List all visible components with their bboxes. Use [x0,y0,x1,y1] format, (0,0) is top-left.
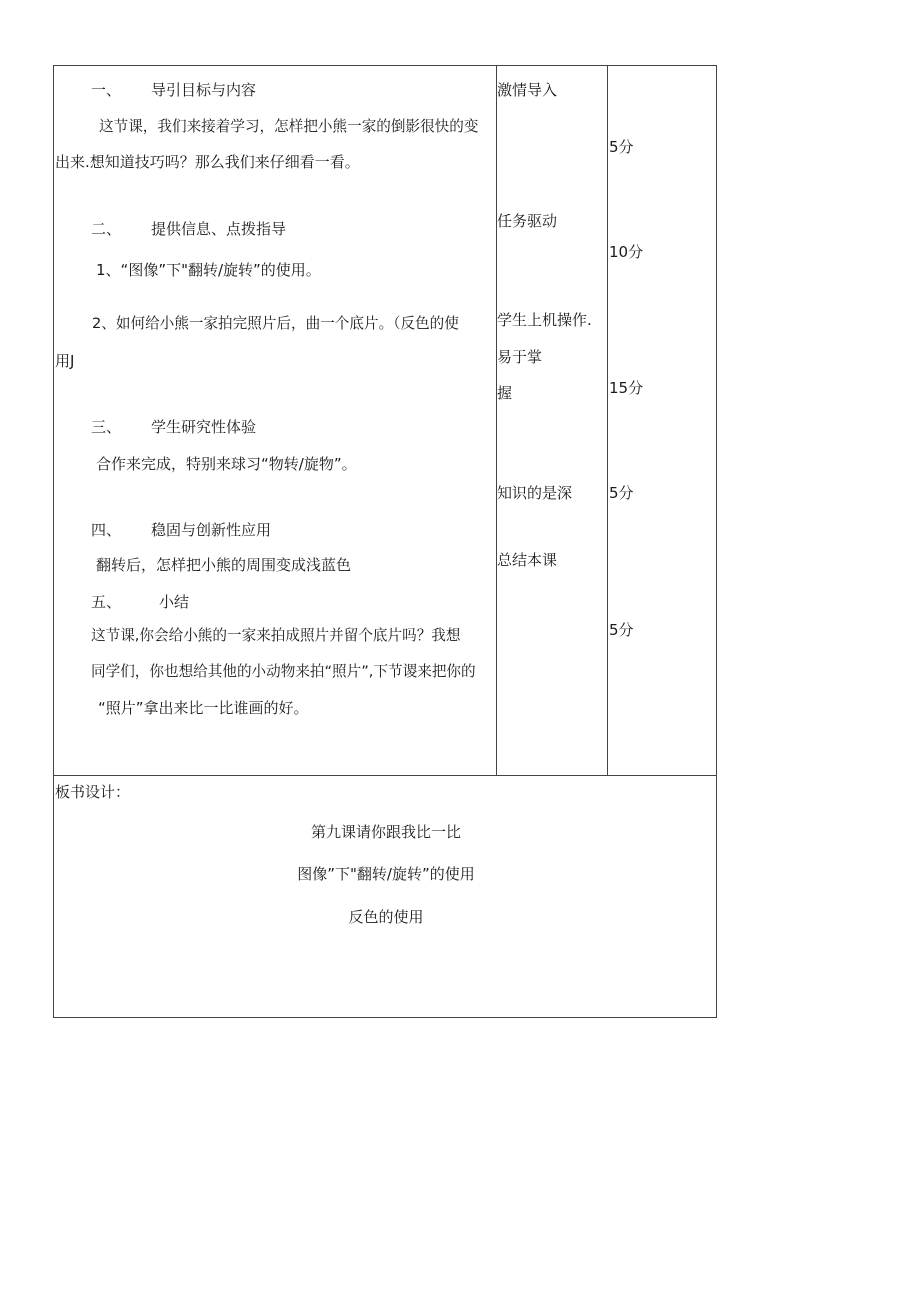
section-1-title: 导引目标与内容 [151,81,257,99]
board-line-2: 图像”下"翻转/旋转”的使用 [297,865,475,883]
column-divider-1 [496,66,497,776]
section-2-item-2-line-2: 用J [55,352,75,370]
section-4-title: 稳固与创新性应用 [151,521,272,539]
section-5-number: 五、 [91,593,122,611]
lesson-plan-table [53,65,717,1018]
section-5-text-line-3: “照片”拿出来比一比谁画的好。 [98,699,309,717]
method-2: 任务驱动 [497,212,558,230]
time-1: 5分 [609,138,634,156]
time-4: 5分 [609,484,634,502]
section-1-text-line-1: 这节课，我们来接着学习，怎样把小熊一家的倒影很快的变 [99,118,479,135]
time-5: 5分 [609,621,634,639]
section-3-title: 学生研究性体验 [151,418,257,436]
column-divider-2 [607,66,608,776]
section-3-text: 合作来完成，特别来球习“物转/旋物”。 [96,455,357,473]
method-3-line-3: 握 [497,384,513,402]
section-1-number: 一、 [91,81,122,99]
section-2-title: 提供信息、点拨指导 [151,220,287,238]
board-line-1: 第九课请你跟我比一比 [310,823,461,841]
section-4-number: 四、 [91,521,122,539]
method-5: 总结本课 [497,551,558,569]
time-3: 15分 [609,379,644,397]
method-1: 激情导入 [497,81,558,99]
section-2-number: 二、 [91,220,122,238]
section-4-text: 翻转后，怎样把小熊的周围变成浅蓝色 [96,556,352,574]
method-3-line-2: 易于掌 [497,348,543,366]
section-5-text-line-1: 这节课,你会给小熊的一家来拍成照片并留个底片吗？我想 [91,627,461,644]
row-divider [54,775,716,776]
board-line-3: 反色的使用 [348,908,424,926]
method-3-line-1: 学生上机操作. [497,311,592,329]
section-1-text-line-2: 出来.想知道技巧吗？那么我们来仔细看一看。 [55,153,360,171]
section-2-item-2-line-1: 2、如何给小熊一家拍完照片后，曲一个底片。（反色的使 [92,315,459,332]
method-4: 知识的是深 [497,484,573,502]
section-2-item-1: 1、“图像”下"翻转/旋转”的使用。 [96,261,321,279]
section-5-title: 小结 [159,593,190,611]
section-3-number: 三、 [91,418,122,436]
section-5-text-line-2: 同学们，你也想给其他的小动物来拍“照片”,下节谡来把你的 [91,663,476,680]
time-2: 10分 [609,243,644,261]
board-design-label: 板书设计： [55,783,131,801]
